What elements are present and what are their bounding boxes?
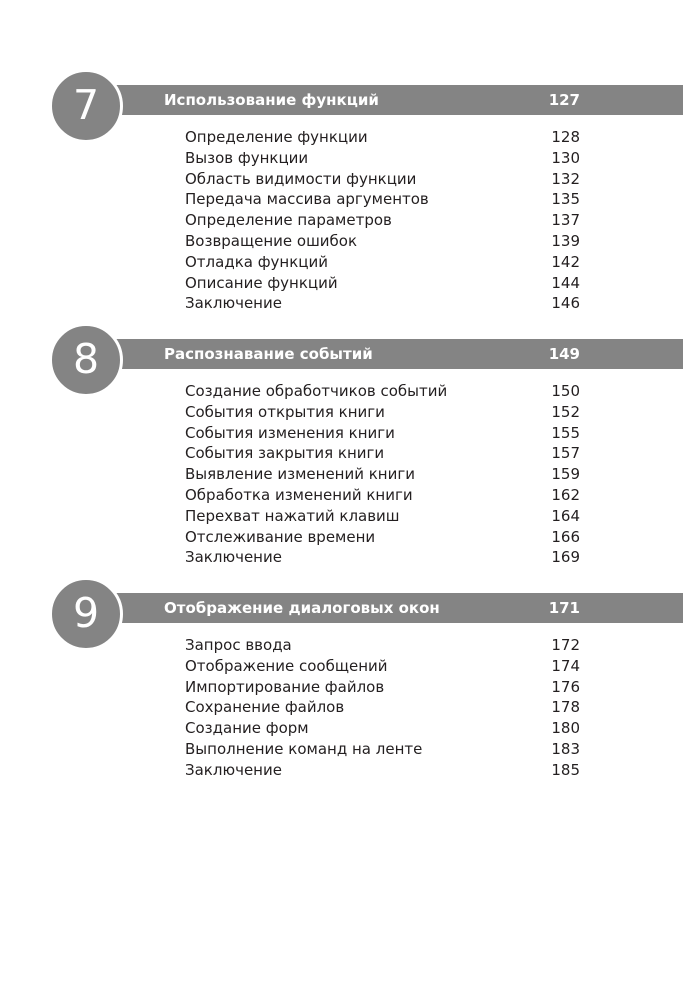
toc-entry[interactable]: [0, 697, 683, 718]
chapter-number: 9: [72, 588, 100, 637]
entry-page: 128: [551, 128, 580, 146]
toc-entry[interactable]: [0, 273, 683, 294]
entry-title: Создание обработчиков событий: [185, 382, 448, 400]
toc-entry[interactable]: [0, 402, 683, 423]
chapter-title[interactable]: Распознавание событий: [164, 345, 373, 363]
entry-page: 142: [551, 252, 580, 271]
chapter-title[interactable]: Отображение диалоговых окон: [164, 599, 440, 617]
toc-entry[interactable]: [0, 210, 683, 231]
toc-entry[interactable]: [0, 231, 683, 252]
chapter-page-number: 149: [548, 345, 580, 363]
toc-entry[interactable]: [0, 635, 683, 656]
entry-title: Обработка изменений книги: [185, 485, 413, 504]
toc-entry[interactable]: [0, 718, 683, 739]
chapter-entries: [0, 381, 683, 568]
toc-entry[interactable]: [0, 127, 683, 148]
entry-page: 169: [551, 548, 580, 567]
entry-title: События открытия книги: [185, 402, 385, 421]
entry-title: Передача массива аргументов: [185, 190, 429, 209]
entry-title: Отслеживание времени: [185, 527, 376, 546]
chapter-page-number: 171: [548, 599, 580, 617]
toc-entry[interactable]: [0, 443, 683, 464]
entry-page: 159: [551, 465, 580, 484]
toc-entry[interactable]: [0, 547, 683, 568]
entry-title: Вызов функции: [185, 148, 309, 167]
entry-page: 155: [551, 423, 580, 442]
toc-entry[interactable]: [0, 148, 683, 169]
entry-title: Перехват нажатий клавиш: [185, 506, 400, 525]
chapter-entries: [0, 127, 683, 314]
toc-entry[interactable]: [0, 739, 683, 760]
entry-page: 152: [551, 402, 580, 421]
entry-page: 144: [551, 273, 580, 292]
entry-page: 176: [551, 677, 580, 696]
entry-title: Заключение: [185, 548, 282, 567]
entry-page: 164: [551, 506, 580, 525]
entry-title: Выявление изменений книги: [185, 465, 415, 484]
toc-entry[interactable]: [0, 677, 683, 698]
entry-title: Импортирование файлов: [185, 677, 385, 696]
toc-entry[interactable]: [0, 189, 683, 210]
entry-page: 146: [551, 294, 580, 313]
entry-title: Область видимости функции: [185, 169, 417, 188]
toc-entry[interactable]: [0, 252, 683, 273]
entry-page: 183: [551, 739, 580, 758]
toc-entry[interactable]: [0, 527, 683, 548]
entry-page: 166: [551, 527, 580, 546]
entry-page: 135: [551, 190, 580, 209]
toc-entry[interactable]: [0, 464, 683, 485]
entry-page: 139: [551, 231, 580, 250]
toc-entry[interactable]: [0, 760, 683, 781]
toc-entry[interactable]: [0, 506, 683, 527]
toc-entry[interactable]: [0, 423, 683, 444]
chapter-page-number: 127: [548, 91, 580, 109]
entry-title: Отладка функций: [185, 252, 328, 271]
entry-title: Отображение сообщений: [185, 656, 388, 675]
entry-page: 132: [551, 169, 580, 188]
entry-page: 150: [551, 382, 580, 400]
entry-page: 130: [551, 148, 580, 167]
entry-page: 137: [551, 211, 580, 230]
entry-title: Возвращение ошибок: [185, 231, 358, 250]
entry-title: События закрытия книги: [185, 444, 385, 463]
entry-title: Описание функций: [185, 273, 338, 292]
entry-page: 162: [551, 485, 580, 504]
entry-page: 157: [551, 444, 580, 463]
toc-entry[interactable]: [0, 293, 683, 314]
chapter-entries: [0, 635, 683, 781]
entry-title: Заключение: [185, 760, 282, 779]
entry-page: 180: [551, 719, 580, 738]
entry-title: Создание форм: [185, 719, 309, 738]
entry-page: 172: [551, 636, 580, 654]
toc-entry[interactable]: [0, 485, 683, 506]
entry-page: 185: [551, 760, 580, 779]
entry-title: Сохранение файлов: [185, 698, 345, 717]
entry-title: Запрос ввода: [185, 636, 292, 654]
entry-title: Заключение: [185, 294, 282, 313]
entry-title: Выполнение команд на ленте: [185, 739, 423, 758]
chapter-title[interactable]: Использование функций: [164, 91, 379, 109]
entry-title: События изменения книги: [185, 423, 395, 442]
entry-title: Определение функции: [185, 128, 368, 146]
entry-page: 178: [551, 698, 580, 717]
chapter-number: 8: [72, 334, 100, 383]
chapter-number: 7: [72, 80, 100, 129]
toc-entry[interactable]: [0, 381, 683, 402]
entry-page: 174: [551, 656, 580, 675]
entry-title: Определение параметров: [185, 211, 392, 230]
toc-entry[interactable]: [0, 656, 683, 677]
toc-entry[interactable]: [0, 169, 683, 190]
